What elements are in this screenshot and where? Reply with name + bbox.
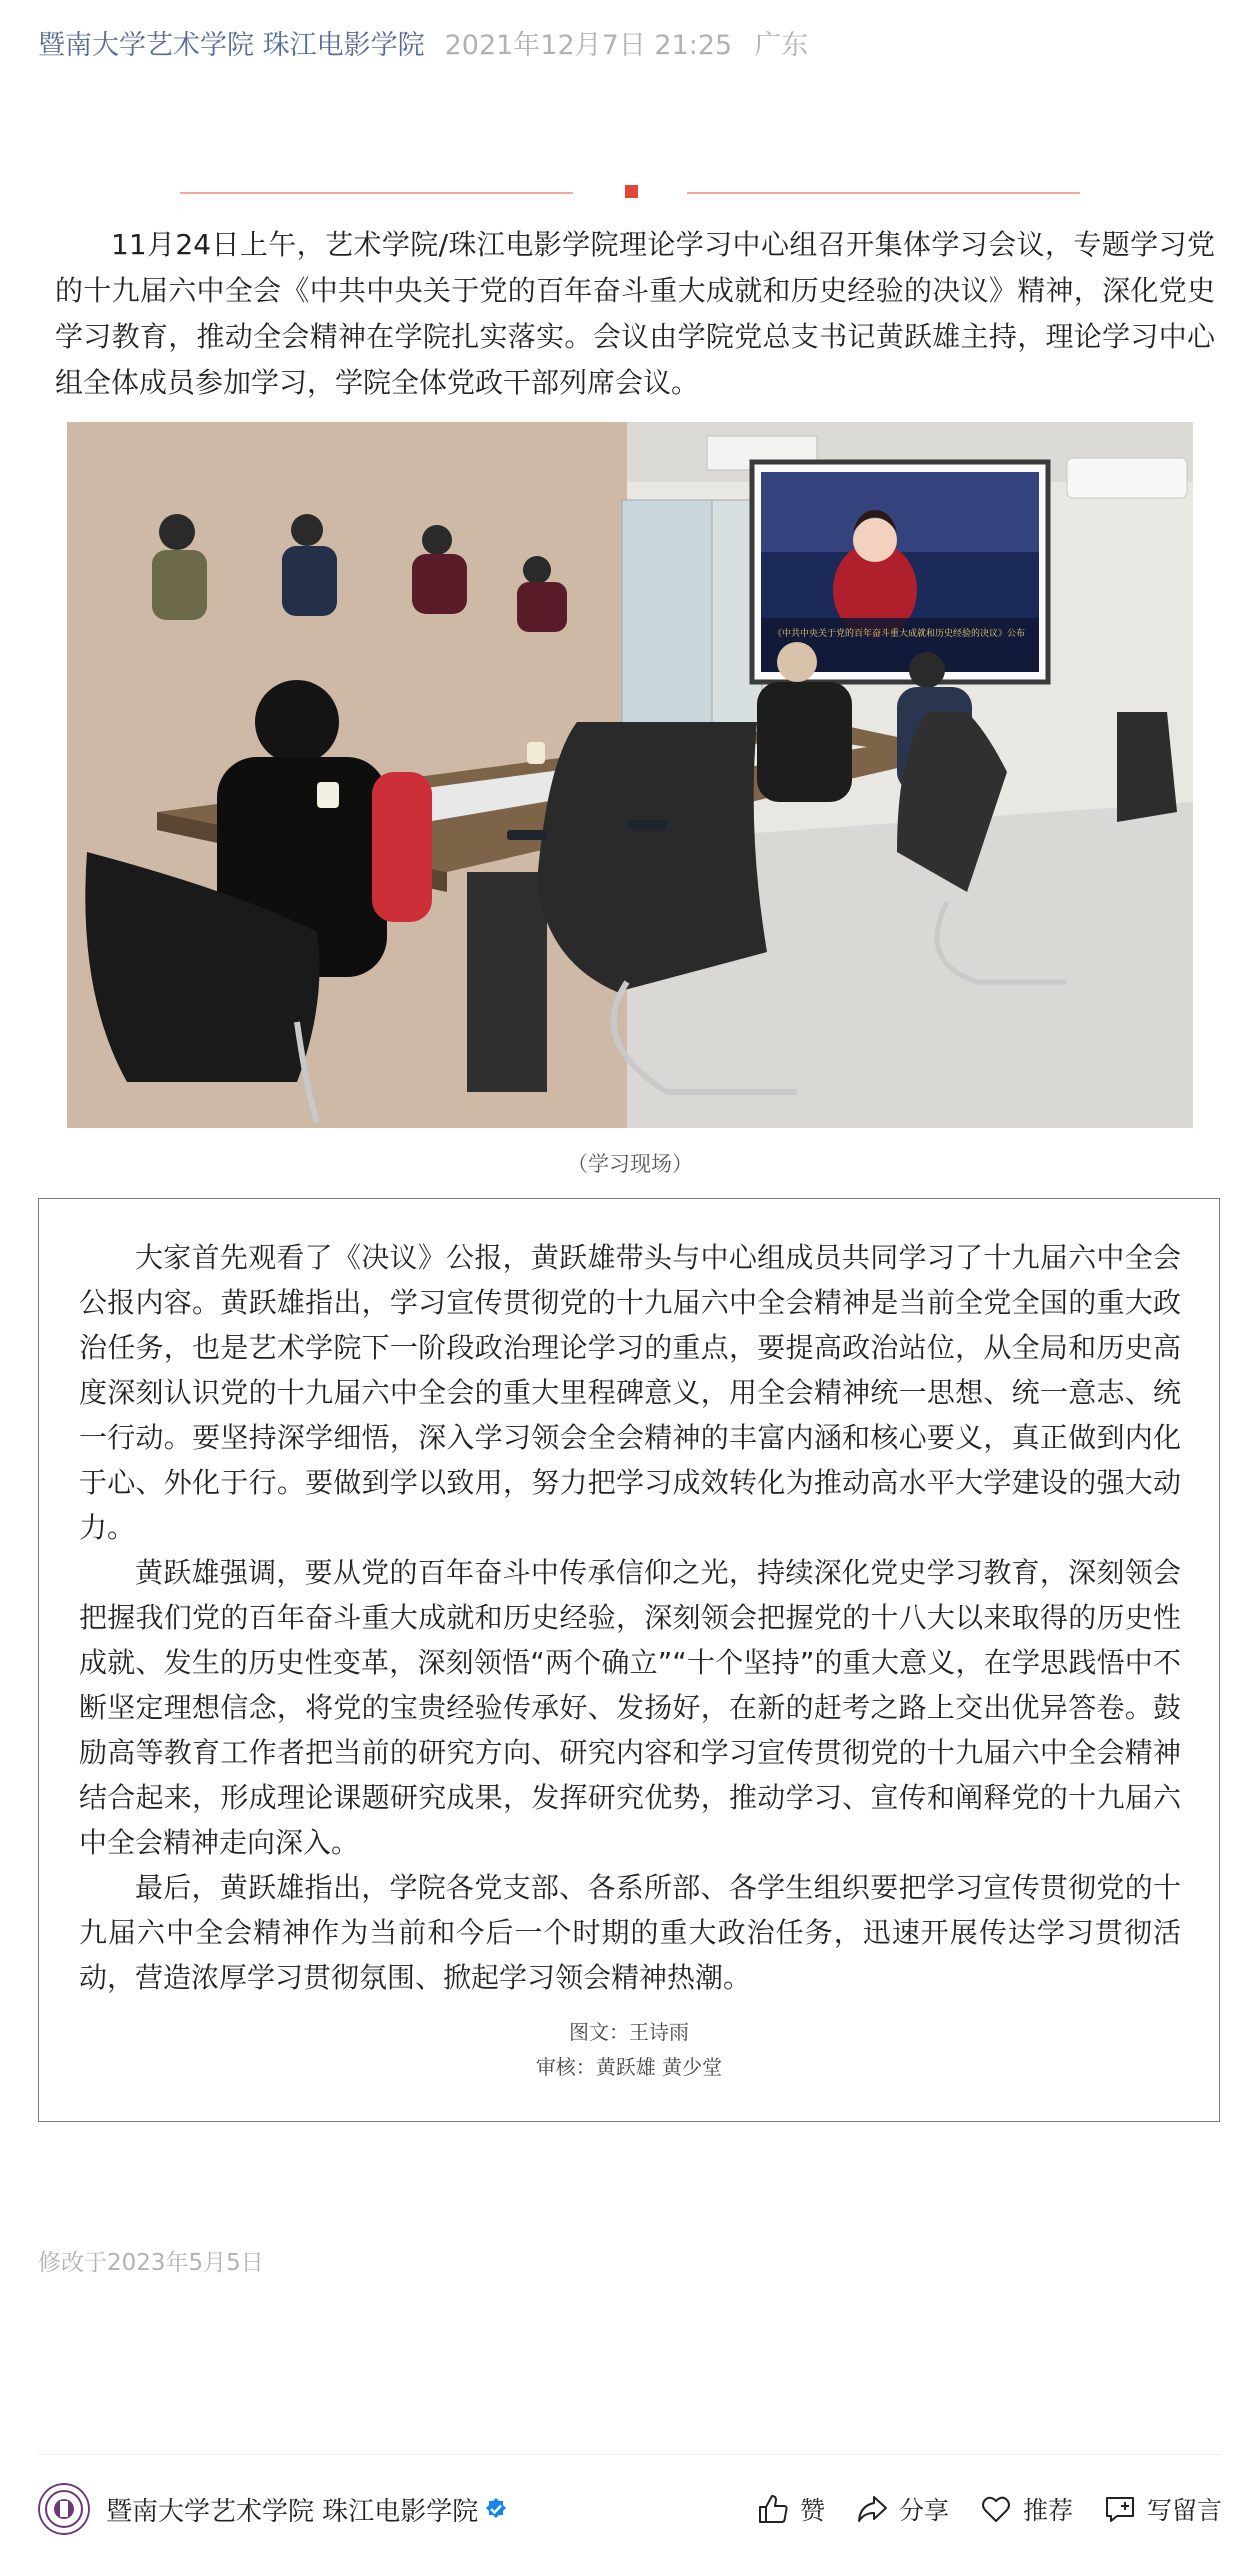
- comment-button[interactable]: [1103, 2491, 1222, 2527]
- recommend-button[interactable]: [979, 2491, 1073, 2527]
- like-label: 赞: [799, 2496, 825, 2525]
- divider-line-left: [180, 192, 573, 194]
- account-link[interactable]: 暨南大学艺术学院 珠江电影学院: [38, 29, 425, 61]
- body-paragraph-3: 最后，黄跃雄指出，学院各党支部、各系所部、各学生组织要把学习宣传贯彻党的十九届六中全会精神作为当前和今后一个时期的重大政治任务，迅速开展传达学习贯彻活动，营造浓厚学习贯彻氛围、掀起学习领会精神热潮。: [79, 1871, 1181, 1994]
- body-paragraph-2: 黄跃雄强调，要从党的百年奋斗中传承信仰之光，持续深化党史学习教育，深刻领会把握我们党的百年奋斗重大成就和历史经验，深刻领会把握党的十八大以来取得的历史性成就、发生的历史性变革，深刻领悟“两个确立”“十个坚持”的重大意义，在学思践悟中不断坚定理想信念，将党的宝贵经验传承好、发扬好，在新的赶考之路上交出优异答卷。鼓励高等教育工作者把当前的研究方向、研究内容和学习宣传贯彻党的十九届六中全会精神结合起来，形成理论课题研究成果，发挥研究优势，推动学习、宣传和阐释党的十九届六中全会精神走向深入。: [79, 1556, 1181, 1859]
- body-paragraph-1: 大家首先观看了《决议》公报，黄跃雄带头与中心组成员共同学习了十九届六中全会公报内容。黄跃雄指出，学习宣传贯彻党的十九届六中全会精神是当前全党全国的重大政治任务，也是艺术学院下一阶段政治理论学习的重点，要提高政治站位，从全局和历史高度深刻认识党的十九届六中全会的重大里程碑意义，用全会精神统一思想、统一意志、统一行动。要坚持深学细悟，深入学习领会全会精神的丰富内涵和核心要义，真正做到内化于心、外化于行。要做到学以致用，努力把学习成效转化为推动高水平大学建设的强大动力。: [79, 1241, 1181, 1544]
- divider-dot: [625, 185, 638, 198]
- college-logo-icon[interactable]: [38, 2483, 90, 2535]
- credit-reviewer: 审核：黄跃雄 黄少堂: [535, 2055, 723, 2079]
- share-label: 分享: [898, 2496, 949, 2525]
- meeting-photo[interactable]: [67, 422, 1193, 1128]
- article-body-box: [38, 1198, 1220, 2122]
- screen-caption-text: 《中共中央关于党的百年奋斗重大成就和历史经验的决议》公布: [773, 629, 1026, 639]
- share-icon: [855, 2492, 889, 2526]
- like-button[interactable]: [756, 2491, 825, 2527]
- publish-location: 广东: [754, 29, 809, 61]
- article-body: [79, 1235, 1181, 2000]
- photo-caption: （学习现场）: [567, 1152, 693, 1176]
- footer-actions: [726, 2491, 1222, 2527]
- article-credits: [39, 2015, 1219, 2085]
- footer-bar: [38, 2478, 1222, 2540]
- recommend-label: 推荐: [1022, 2496, 1073, 2525]
- like-icon: [756, 2492, 790, 2526]
- article-meta: [38, 22, 808, 62]
- recommend-heart-icon: [979, 2492, 1013, 2526]
- divider-line-right: [687, 192, 1080, 194]
- comment-icon: [1103, 2492, 1137, 2526]
- intro-paragraph: 11月24日上午，艺术学院/珠江电影学院理论学习中心组召开集体学习会议，专题学习党的十九届六中全会《中共中央关于党的百年奋斗重大成就和历史经验的决议》精神，深化党史学习教育，推动全会精神在学院扎实落实。会议由学院党总支书记黄跃雄主持，理论学习中心组全体成员参加学习，学院全体党政干部列席会议。: [55, 228, 1215, 399]
- footer-account-name[interactable]: 暨南大学艺术学院 珠江电影学院: [106, 2496, 479, 2527]
- modified-date: 修改于2023年5月5日: [38, 2250, 264, 2276]
- footer-divider: [38, 2454, 1222, 2455]
- decorative-divider: [180, 190, 1080, 196]
- credit-author: 图文：王诗雨: [569, 2020, 689, 2044]
- comment-label: 写留言: [1146, 2496, 1222, 2525]
- share-button[interactable]: [855, 2491, 949, 2527]
- verified-badge-icon: [484, 2497, 508, 2521]
- publish-date: 2021年12月7日 21:25: [444, 29, 733, 61]
